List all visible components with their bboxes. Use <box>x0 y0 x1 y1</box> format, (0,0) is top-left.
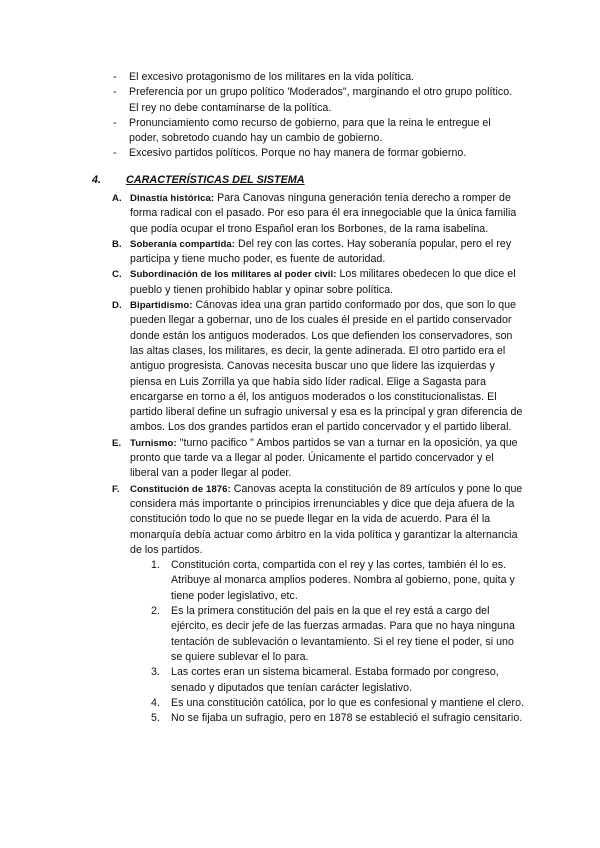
item-text: Canovas acepta la constitución de 89 artículos y pone lo que considera más importante o principios irrenunciables y dice que deja afuera de la constitución todo lo que no se puede llegar en la vida de acuerdo. Para él la monarquía debía actuar como árbitro en la vida política y garantizar la alternancia de los partidos. <box>130 482 523 556</box>
list-item <box>113 85 513 116</box>
list-item-text: No se fijaba un sufragio, pero en 1878 se estableció el sufragio censitario. <box>171 712 523 725</box>
characteristics-list <box>112 191 524 726</box>
characteristic-subordinacion <box>112 267 524 298</box>
characteristic-bipartidismo <box>112 298 524 436</box>
list-item <box>151 711 524 726</box>
item-letter: E. <box>112 437 122 449</box>
item-term: Bipartidismo: <box>130 300 193 312</box>
item-term: Subordinación de los militares al poder civil: <box>130 269 337 281</box>
item-text: "turno pacifico " Ambos partidos se van a turnar en la oposición, ya que pronto que tarde va a llegar al poder. Únicamente el partido concervador y el liberal van a poder llegar al poder. <box>130 436 518 480</box>
item-letter: C. <box>112 269 122 281</box>
list-item <box>113 146 513 161</box>
list-item-text: Preferencia por un grupo político 'Moderados", marginando el otro grupo político. El rey no debe contaminarse de la política. <box>129 86 513 114</box>
item-text: Para Canovas ninguna generación tenía derecho a romper de forma radical con el pasado. Por eso para él era innegociable que la única familia que podía ocupar el trono Español eran los Borbones, de la rama isabelina. <box>130 192 517 235</box>
list-item-text: Constitución corta, compartida con el rey y las cortes, también él lo es. Atribuye al monarca amplios poderes. Nombra al gobierno, pone, quita y tiene poder legislativo, etc. <box>171 559 515 602</box>
list-item-text: Es la primera constitución del país en la que el rey está a cargo del ejército, es decir jefe de las fuerzas armadas. Para que no haya ninguna tentación de sublevación o levantamiento. Si el rey tiene el poder, si uno se quiere sublevar el lo para. <box>171 605 515 663</box>
list-item <box>113 116 513 147</box>
section-title: CARACTERÍSTICAS DEL SISTEMA <box>126 174 305 186</box>
item-text: Del rey con las cortes. Hay soberanía popular, pero el rey participa y tiene mucho poder, es fuente de autoridad. <box>130 237 512 266</box>
list-item <box>151 604 524 665</box>
item-number: 3. <box>151 666 160 679</box>
dash-bullet-list <box>113 70 513 162</box>
constitution-points-list <box>130 558 524 726</box>
list-item <box>151 558 524 604</box>
bullet-dash: - <box>113 86 117 99</box>
list-item <box>113 70 513 85</box>
item-term: Soberanía compartida: <box>130 238 236 250</box>
list-item <box>151 665 524 696</box>
list-item-text: Pronunciamiento como recurso de gobierno, para que la reina le entregue el poder, sobretodo cuando hay un cambio de gobierno. <box>129 116 491 145</box>
item-letter: F. <box>112 483 120 495</box>
bullet-dash: - <box>113 71 117 83</box>
characteristic-dinastia <box>112 191 524 237</box>
item-number: 1. <box>151 559 160 572</box>
characteristic-constitucion <box>112 482 524 727</box>
item-term: Turnismo: <box>130 437 177 449</box>
item-letter: A. <box>112 193 122 204</box>
section-heading <box>92 174 305 186</box>
characteristic-soberania <box>112 237 524 268</box>
item-number: 4. <box>151 696 160 709</box>
item-term: Constitución de 1876: <box>130 483 231 495</box>
item-letter: B. <box>112 238 122 250</box>
bullet-dash: - <box>113 147 117 160</box>
item-number: 2. <box>151 605 160 618</box>
characteristic-turnismo <box>112 436 524 482</box>
item-number: 5. <box>151 712 160 725</box>
item-text: Los militares obedecen lo que dice el pueblo y tienen prohibido hablar y opinar sobre política. <box>130 268 516 296</box>
list-item-text: El excesivo protagonismo de los militares en la vida política. <box>129 71 415 83</box>
item-term: Dinastía histórica: <box>130 193 215 204</box>
item-text: Cánovas idea una gran partido conformado por dos, que son lo que pueden llegar a gobernar, uno de los cuales él preside en el partido conservador donde están los antiguos moderados. Los que defienden los conservadores, son las altas clases, los militares, es decir, la gente adinerada. El otro partido era el antiguo progresista. Canovas necesita buscar uno que lidere las izquierdas y piensa en Luis Zorrilla ya que había sido líder radical. Elige a Sagasta para encargarse en torno a él, los antiguos moderados o los constitucionalistas. El partido liberal define un sufragio universal y esa es la principal y gran diferencia de ambos. Los dos grandes partidos eran el partido concervador y el partido liberal. <box>130 299 523 434</box>
list-item-text: Las cortes eran un sistema bicameral. Estaba formado por congreso, senado y diputados que tenían carácter legislativo. <box>171 666 499 694</box>
list-item-text: Es una constitución católica, por lo que es confesional y mantiene el clero. <box>171 696 525 709</box>
list-item-text: Excesivo partidos políticos. Porque no hay manera de formar gobierno. <box>129 147 467 160</box>
item-letter: D. <box>112 300 122 312</box>
list-item <box>151 696 524 711</box>
section-number: 4. <box>92 174 102 186</box>
bullet-dash: - <box>113 116 117 129</box>
